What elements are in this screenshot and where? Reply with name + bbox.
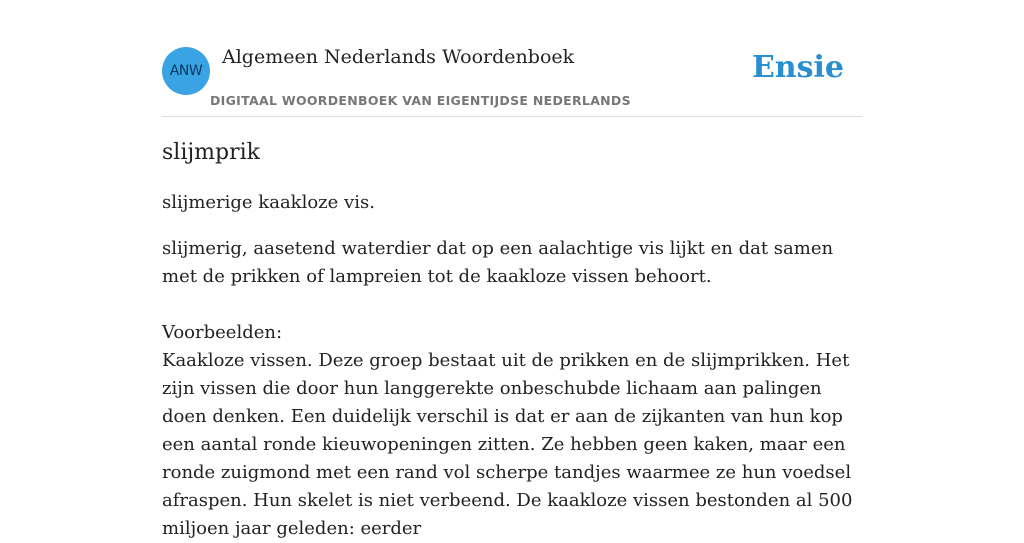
- anw-logo[interactable]: ANW: [162, 47, 210, 95]
- example-text: Kaakloze vissen. Deze groep bestaat uit de prikken en de slijmprikken. Het zijn vissen die door hun langgerekte onbeschubde lichaam aan palingen doen denken. Een duidelijk verschil is dat er aan de zijkanten van hun kop een aantal ronde kieuwopeningen zitten. Ze hebben geen kaken, maar een ronde zuigmond met een rand vol scherpe tandjes waarmee ze hun voedsel afraspen. Hun skelet is niet verbeend. De kaakloze vissen bestonden al 500 miljoen jaar geleden: eerder: [162, 350, 853, 539]
- long-definition: slijmerig, aasetend waterdier dat op een aalachtige vis lijkt en dat samen met de prikken of lampreien tot de kaakloze vissen behoort.: [162, 238, 834, 287]
- short-definition: slijmerige kaakloze vis.: [162, 192, 375, 213]
- entry-headword: slijmprik: [162, 140, 261, 165]
- site-title[interactable]: Algemeen Nederlands Woordenboek: [222, 46, 575, 68]
- ensie-brand-link[interactable]: Ensie: [751, 50, 844, 85]
- site-subtitle: DIGITAAL WOORDENBOEK VAN EIGENTIJDSE NEDERLANDS: [210, 93, 631, 108]
- entry-content: [162, 140, 862, 543]
- site-header: [162, 46, 862, 117]
- examples-label: Voorbeelden:: [162, 322, 283, 343]
